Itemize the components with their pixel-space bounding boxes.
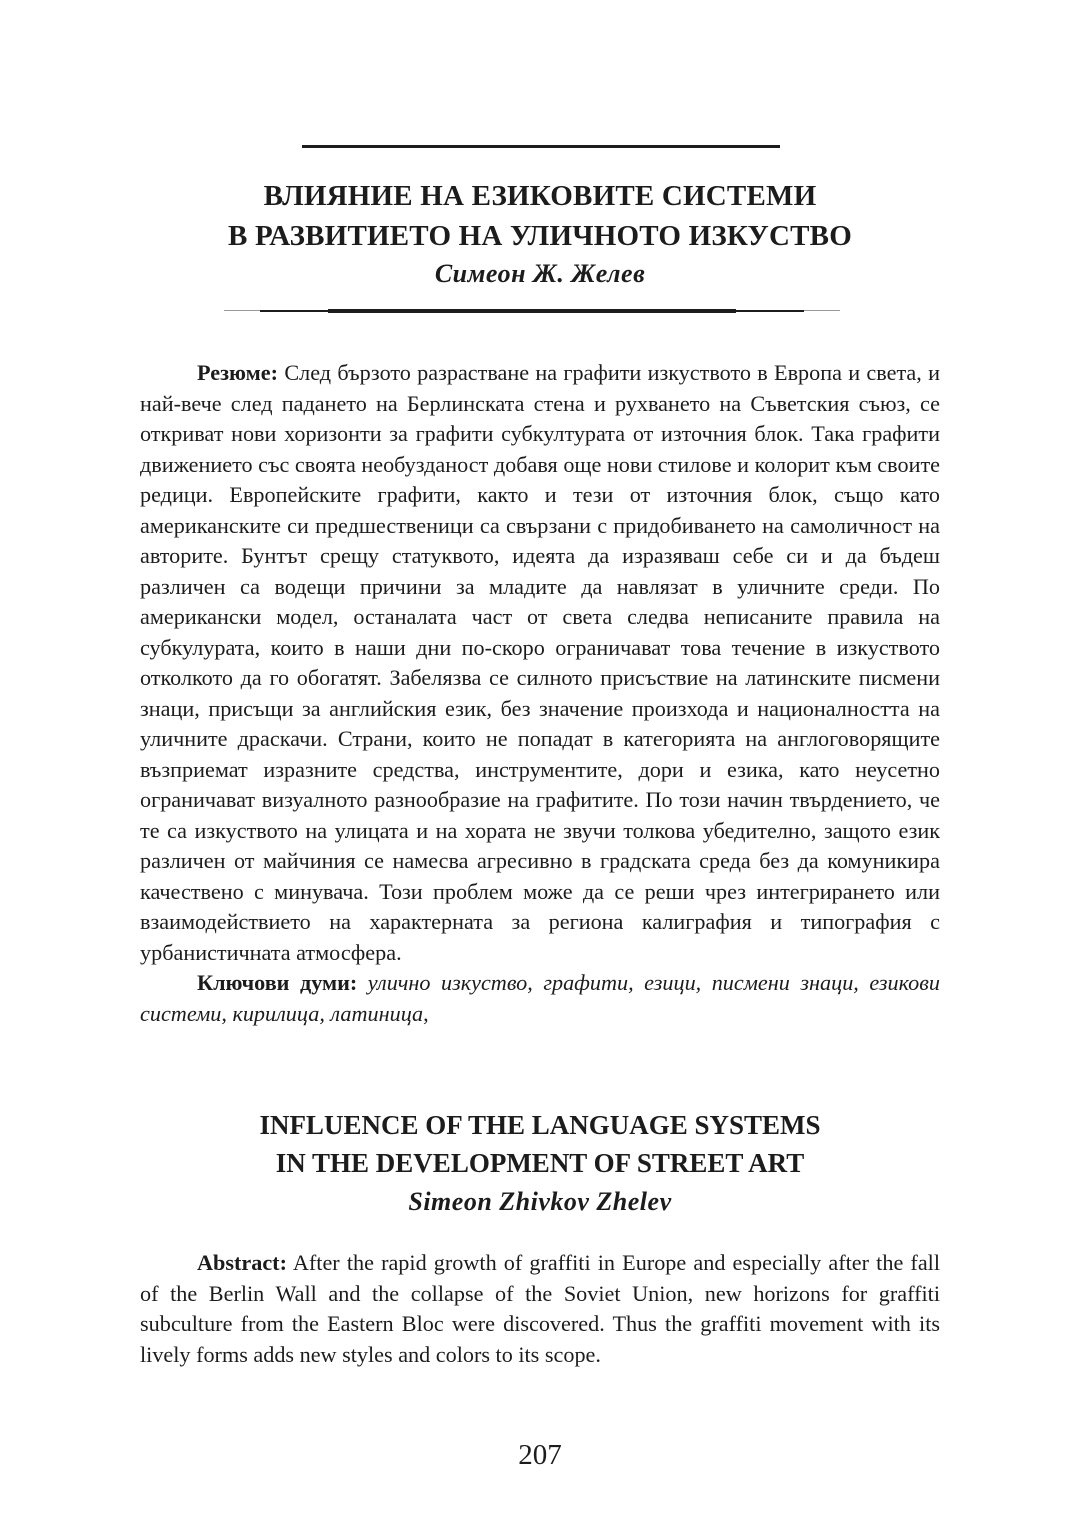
title-bulgarian-line2: В РАЗВИТИЕТО НА УЛИЧНОТО ИЗКУСТВО [228,220,852,252]
abstract-bulgarian-text: След бързото разрастване на графити изкуството в Европа и света, и най-вече след падането на Берлинската стена и рухването на Съветския съюз, се откриват нови хоризонти за графити субкултурата от източния блок. Така графити движението със своята необузданост добавя още нови стилове и колорит към своите редици. Европейските графити, както и тези от източния блок, също като американските си предшественици са свързани с придобиването на самоличност на авторите. Бунтът срещу статуквото, идеята да изразяваш себе си и да бъдеш различен са водещи причини за младите да навлязат в уличните среди. По американски модел, останалата част от света следва неписаните правила на субкулурата, които в наши дни по-скоро ограничават това течение в изкуството отколкото да го обогатят. Забелязва се силното присъствие на латинските писмени знаци, присъщи за английския език, без значение произхода и националността на уличните драскачи. Страни, които не попадат в категорията на англоговорящите възприемат изразните средства, инструментите, дори и езика, като неусетно ограничават визуалното разнообразие на графитите. По този начин твърдението, че те са изкуството на улицата и на хората не звучи толкова убедително, защото език различен от майчиния се намесва агресивно в градската среда без да комуникира качествено с минувача. Този проблем може да се реши чрез интегрирането или взаимодействието на характерната за региона калиграфия и типография с урбанистичната атмосфера. [140,360,940,965]
abstract-english [140,1248,940,1370]
top-rule [302,145,780,148]
abstract-bulgarian-label: Резюме: [197,360,279,385]
ornamental-rule [224,309,840,315]
keywords-bulgarian-label: Ключови думи: [197,970,358,995]
abstract-bulgarian-paragraph [140,358,940,968]
abstract-english-text: After the rapid growth of graffiti in Europe and especially after the fall of the Berlin Wall and the collapse of the Soviet Union, new horizons for graffiti subculture from the Eastern Bloc were discovered. Thus the graffiti movement with its lively forms adds new styles and colors to its scope. [140,1250,940,1367]
ornamental-rule-thick [328,309,736,313]
title-bulgarian-line1: ВЛИЯНИЕ НА ЕЗИКОВИТЕ СИСТЕМИ [263,180,817,212]
author-bulgarian: Симеон Ж. Желев [434,259,646,288]
title-english [0,1106,1080,1182]
abstract-bulgarian [140,358,940,1029]
abstract-english-paragraph [140,1248,940,1370]
keywords-bulgarian-trail: , [423,1000,429,1026]
title-english-line2: IN THE DEVELOPMENT OF STREET ART [275,1148,805,1178]
keywords-bulgarian-paragraph [140,968,940,1029]
title-english-line1: INFLUENCE OF THE LANGUAGE SYSTEMS [259,1110,821,1140]
author-english: Simeon Zhivkov Zhelev [408,1187,672,1216]
title-bulgarian [0,176,1080,256]
abstract-english-label: Abstract: [197,1250,287,1275]
page-number: 207 [518,1439,562,1471]
keywords-bulgarian-text: улично изкуство, графити, езици, писмени знаци, езикови системи, кирилица, латиница [140,970,940,1026]
